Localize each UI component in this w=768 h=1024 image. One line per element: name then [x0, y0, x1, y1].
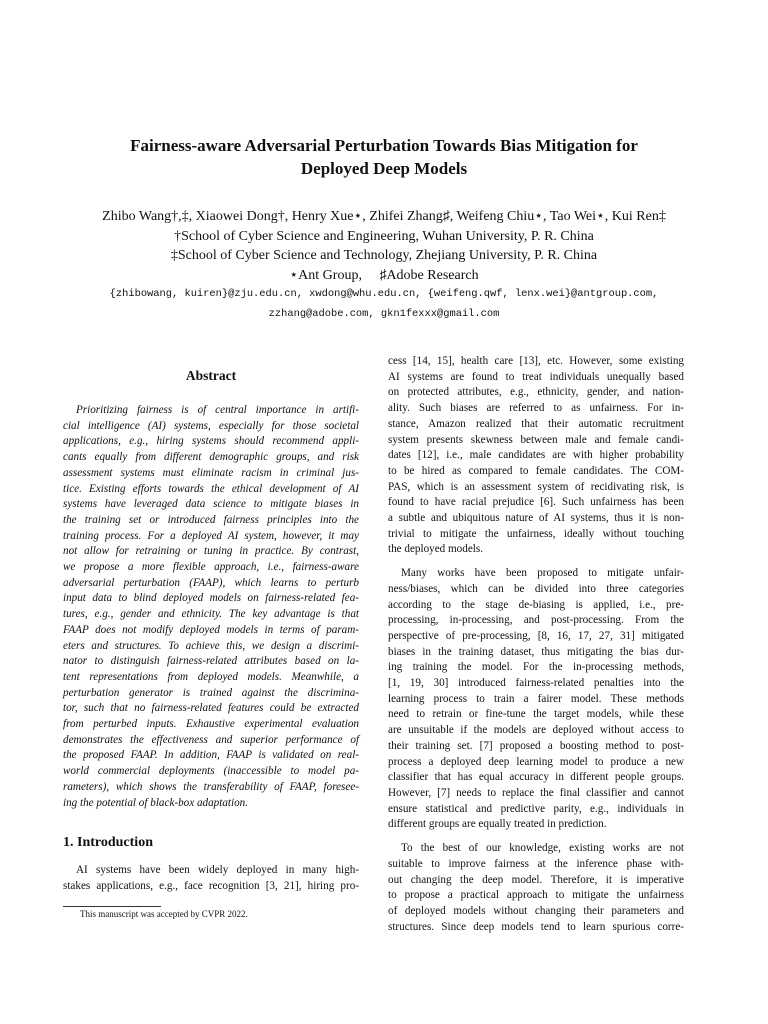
section-heading-introduction: 1. Introduction — [63, 835, 153, 850]
footnote-divider — [63, 906, 161, 907]
text-line: PAS, which is an assessment system of recidivating risk, is — [388, 480, 684, 493]
text-line: perspective of pre-processing, [8, 16, 17, 27, 31] mitigated — [388, 629, 684, 642]
text-line: system presents skewness between male and female candi- — [388, 433, 684, 446]
text-line: the proposed FAAP. In addition, FAAP is validated on real- — [63, 749, 359, 762]
text-line: However, [7] needs to replace the final classifier and cannot — [388, 786, 684, 799]
text-line: trivial to mitigate the unfairness, ideally without touching — [388, 527, 684, 540]
affiliation-zhejiang: ‡School of Cyber Science and Technology, Zhejiang University, P. R. China — [170, 248, 598, 263]
text-line: eters and structures. To achieve this, we design a discrimi- — [63, 639, 359, 652]
title-line-2: Deployed Deep Models — [300, 159, 468, 178]
text-line: ness/biases, which can be divided into three categories — [388, 582, 684, 595]
text-line: ality. Such biases are referred to as unfairness. For in- — [388, 402, 684, 415]
text-line: according to the stage de-biasing is applied, i.e., pre- — [388, 598, 684, 611]
text-line: nator to distinguish fairness-related attributes based on la- — [63, 655, 359, 668]
text-line: input data to blind deployed models on fairness-related fea- — [63, 592, 359, 605]
text-line: tent representations from deployed models. Meanwhile, a — [63, 670, 359, 683]
text-line: cants equally from different demographic groups, and risk — [63, 451, 359, 464]
text-line: AI systems are found to treat individuals unequally based — [388, 370, 684, 383]
text-line: assessment systems must eliminate racism in criminal jus- — [63, 466, 359, 479]
text-line: ensure statistical and predictive parity, e.g., individuals in — [388, 802, 684, 815]
footnote: This manuscript was accepted by CVPR 2022. — [80, 909, 248, 919]
text-line: cial intelligence (AI) systems, especially for those societal — [63, 419, 359, 432]
text-line: stakes applications, e.g., face recognition [3, 21], hiring pro- — [63, 879, 359, 892]
email-line: zzhang@adobe.com, gkn1fexxx@gmail.com — [268, 308, 500, 320]
email-block — [30, 284, 738, 324]
author-block — [40, 207, 728, 285]
text-line: not allow for retraining or tuning in practice. By contrast, — [63, 545, 359, 558]
text-line: suitable to improve fairness at the inference phase with- — [388, 857, 684, 870]
text-line: Prioritizing fairness is of central importance in artifi- — [76, 404, 359, 416]
text-line: learning process to train a fairer model. These methods — [388, 692, 684, 705]
introduction-body-left — [63, 863, 359, 894]
text-line: the deployed models. — [388, 543, 483, 556]
paragraph-gap — [388, 558, 684, 566]
text-line: structures. Since deep models tend to learn spurious corre- — [388, 920, 684, 933]
text-line: systems have leveraged data science to mitigate biases in — [63, 498, 359, 511]
introduction-body-right — [388, 354, 684, 935]
text-line: rameters), which shows the transferability of FAAP, foresee- — [63, 780, 359, 793]
text-line: cess [14, 15], health care [13], etc. However, some existing — [388, 355, 684, 367]
text-line: out changing the deep model. Therefore, it is imperative — [388, 873, 684, 886]
text-line: world commercial deployments (inaccessible to model pa- — [63, 765, 359, 778]
text-line: tice. Existing efforts towards the ethical development of AI — [63, 482, 359, 495]
text-line: dates [12], i.e., male candidates are with higher probability — [388, 449, 684, 462]
text-line: are unsuitable if the models are deployed without access to — [388, 724, 684, 737]
paragraph — [388, 354, 684, 558]
paper-title — [60, 134, 708, 180]
text-line: demonstrates the effectiveness and superior performance of — [63, 733, 359, 746]
text-line: classifier that has equal accuracy in different people groups. — [388, 771, 684, 784]
text-line: a subtle and ubiquitous nature of AI systems, thus it is non- — [388, 512, 684, 525]
text-line: biases in the training dataset, thus mitigating the bias dur- — [388, 645, 684, 658]
text-line: from perturbed inputs. Exhaustive experimental evaluation — [63, 718, 359, 731]
email-line: {zhibowang, kuiren}@zju.edu.cn, xwdong@whu.edu.cn, {weifeng.qwf, lenx.wei}@antgroup.com, — [109, 288, 659, 300]
text-line: tor, such that no fairness-related features could be extracted — [63, 702, 359, 715]
affiliation-wuhan: †School of Cyber Science and Engineering, Wuhan University, P. R. China — [174, 228, 594, 244]
text-line: process a deployed deep learning model to produce a new — [388, 755, 684, 768]
text-line: on protected attributes, e.g., ethnicity, gender, and nation- — [388, 386, 684, 399]
abstract-heading: Abstract — [185, 368, 237, 383]
text-line: found to have racial prejudice [6]. Such unfairness has been — [388, 496, 684, 509]
paragraph-gap — [388, 833, 684, 841]
abstract-body — [63, 403, 359, 811]
text-line: the training set or introduced fairness principles into the — [63, 513, 359, 526]
text-line: to be hired as compared to female candidates. The COM- — [388, 464, 684, 477]
text-line: different groups are equally treated in prediction. — [388, 818, 607, 831]
title-line-1: Fairness-aware Adversarial Perturbation Towards Bias Mitigation for — [130, 136, 638, 155]
text-line: ing training the model. For the in-processing methods, — [388, 661, 684, 674]
text-line: to propose a practical approach to mitigate the unfairness — [388, 889, 684, 902]
text-line: applications, e.g., hiring systems should recommend appli- — [63, 435, 359, 448]
author-names: Zhibo Wang†,‡, Xiaowei Dong†, Henry Xue⋆, Zhifei Zhang♯, Weifeng Chiu⋆, Tao Wei⋆, Kui Ren‡ — [102, 209, 666, 224]
text-line: tures, e.g., gender and ethnicity. The key advantage is that — [63, 608, 359, 621]
text-line: stance, Amazon realized that their automatic recruitment — [388, 417, 684, 430]
text-line: perturbation generator is trained against the discrimina- — [63, 686, 359, 699]
text-line: To the best of our knowledge, existing works are not — [401, 842, 684, 855]
text-line: [1, 19, 30] introduced fairness-related penalties into the — [388, 677, 684, 690]
text-line: training process. For a deployed AI system, however, it may — [63, 529, 359, 542]
text-line: of deployed models without changing their parameters and — [388, 904, 684, 917]
text-line: Many works have been proposed to mitigate unfair- — [401, 567, 684, 580]
text-line: need to retrain or fine-tune the target models, while these — [388, 708, 684, 721]
text-line: AI systems have been widely deployed in many high- — [76, 864, 359, 876]
text-line: ing the potential of black-box adaptation. — [63, 796, 249, 809]
text-line: FAAP does not modify deployed models in terms of param- — [63, 623, 359, 636]
text-line: their training set. [7] proposed a boosting method to post- — [388, 739, 684, 752]
paragraph — [388, 841, 684, 935]
text-line: adversarial perturbation (FAAP), which learns to perturb — [63, 576, 359, 589]
text-line: we propose a more flexible approach, i.e., fairness-aware — [63, 561, 359, 574]
affiliation-ant-adobe: ⋆Ant Group, ♯Adobe Research — [289, 267, 479, 283]
text-line: processing, in-processing, and post-processing. From the — [388, 614, 684, 627]
paragraph — [388, 566, 684, 833]
